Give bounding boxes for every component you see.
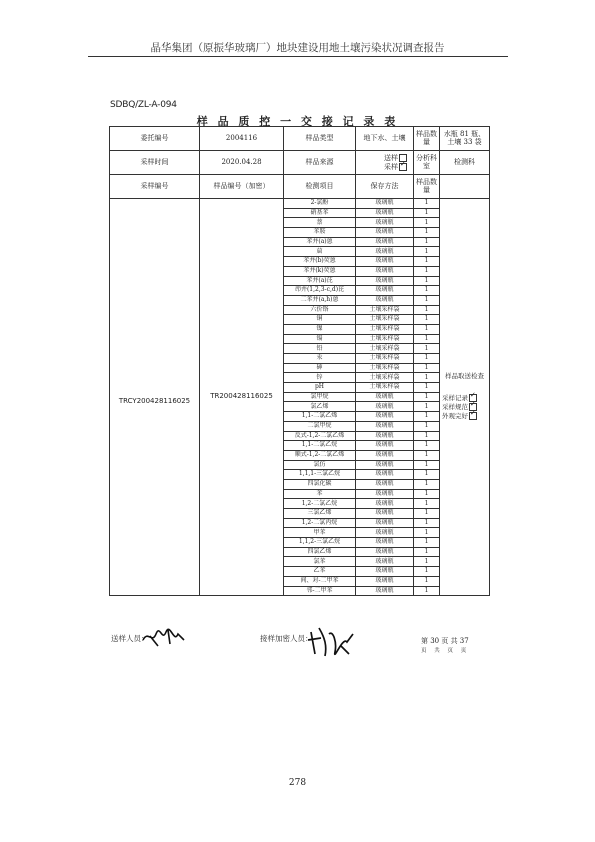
page-number: 278 xyxy=(288,778,307,788)
label-commission-no: 委托编号 xyxy=(110,127,200,151)
requirement-check-item xyxy=(442,403,487,411)
requirement-title: 样品取送检查 xyxy=(445,372,484,381)
col-sample-id: 样品编号（加密） xyxy=(200,175,284,199)
preservation-cell: 玻璃瓶 xyxy=(356,431,414,441)
preservation-cell: 玻璃瓶 xyxy=(356,228,414,238)
sample-qty-cell: 1 xyxy=(414,576,440,586)
sample-qty-cell: 1 xyxy=(414,450,440,460)
row-commission xyxy=(110,127,490,151)
preservation-cell: 玻璃瓶 xyxy=(356,218,414,228)
form-code: SDBQ/ZL-A-094 xyxy=(110,100,177,110)
preservation-cell: 玻璃瓶 xyxy=(356,392,414,402)
preservation-cell: 玻璃瓶 xyxy=(356,586,414,596)
preservation-cell: 玻璃瓶 xyxy=(356,528,414,538)
test-item-cell: 萘 xyxy=(284,218,356,228)
value-sample-type: 地下水、土壤 xyxy=(356,127,414,151)
preservation-cell: 玻璃瓶 xyxy=(356,567,414,577)
sample-qty-cell: 1 xyxy=(414,479,440,489)
sample-qty-cell: 1 xyxy=(414,421,440,431)
sample-qty-cell: 1 xyxy=(414,586,440,596)
sample-qty-cell: 1 xyxy=(414,499,440,509)
preservation-cell: 玻璃瓶 xyxy=(356,295,414,305)
test-item-cell: 四氯化碳 xyxy=(284,479,356,489)
test-item-cell: 镉 xyxy=(284,334,356,344)
label-analysis-dept: 分析科室 xyxy=(414,151,440,175)
sample-qty-cell: 1 xyxy=(414,509,440,519)
form-page-info xyxy=(421,636,469,655)
requirement-check-item xyxy=(442,412,487,420)
preservation-cell: 土壤采样袋 xyxy=(356,334,414,344)
label-sample-type: 样品类型 xyxy=(284,127,356,151)
requirement-check-label: 外观完好 xyxy=(442,412,468,420)
sample-qty-cell: 1 xyxy=(414,567,440,577)
test-item-cell: 苯并(a)蒽 xyxy=(284,237,356,247)
label-sampling-time: 采样时间 xyxy=(110,151,200,175)
sample-qty-cell: 1 xyxy=(414,470,440,480)
value-sampling-time: 2020.04.28 xyxy=(200,151,284,175)
preservation-cell: 玻璃瓶 xyxy=(356,208,414,218)
preservation-cell: 土壤采样袋 xyxy=(356,344,414,354)
test-item-cell: pH xyxy=(284,383,356,393)
preservation-cell: 玻璃瓶 xyxy=(356,460,414,470)
col-test-item: 检测项目 xyxy=(284,175,356,199)
test-item-cell: 1,2-二氯丙烷 xyxy=(284,518,356,528)
sample-qty-cell: 1 xyxy=(414,373,440,383)
sample-qty-cell: 1 xyxy=(414,218,440,228)
preservation-cell: 玻璃瓶 xyxy=(356,199,414,209)
test-item-cell: 顺式-1,2-二氯乙烯 xyxy=(284,450,356,460)
item-row xyxy=(110,199,490,209)
preservation-cell: 玻璃瓶 xyxy=(356,509,414,519)
page-header: 晶华集团（原振华玻璃厂）地块建设用地土壤污染状况调查报告 xyxy=(150,42,445,54)
preservation-cell: 玻璃瓶 xyxy=(356,276,414,286)
preservation-cell: 玻璃瓶 xyxy=(356,286,414,296)
test-item-cell: 四氯乙烯 xyxy=(284,547,356,557)
preservation-cell: 玻璃瓶 xyxy=(356,412,414,422)
sample-qty-cell: 1 xyxy=(414,276,440,286)
preservation-cell: 玻璃瓶 xyxy=(356,441,414,451)
test-item-cell: 2-氯酚 xyxy=(284,199,356,209)
sample-qty-cell: 1 xyxy=(414,237,440,247)
preservation-cell: 玻璃瓶 xyxy=(356,257,414,267)
col-sampling-id: 采样编号 xyxy=(110,175,200,199)
test-item-cell: 三氯乙烯 xyxy=(284,509,356,519)
sample-qty-cell: 1 xyxy=(414,334,440,344)
test-item-cell: 茚并(1,2,3-c,d)芘 xyxy=(284,286,356,296)
test-item-cell: 砷 xyxy=(284,363,356,373)
test-item-cell: 1,1-二氯乙烷 xyxy=(284,441,356,451)
test-item-cell: 间、对-二甲苯 xyxy=(284,576,356,586)
col-preservation: 保存方法 xyxy=(356,175,414,199)
preservation-cell: 玻璃瓶 xyxy=(356,547,414,557)
form-title: 样 品 质 控 一 交 接 记 录 表 xyxy=(196,115,399,128)
test-item-cell: 1,1,2-三氯乙烷 xyxy=(284,538,356,548)
test-item-cell: 䓛 xyxy=(284,247,356,257)
test-item-cell: 1,1-二氯乙烯 xyxy=(284,412,356,422)
sample-qty-cell: 1 xyxy=(414,344,440,354)
sample-qty-cell: 1 xyxy=(414,412,440,422)
sample-qty-cell: 1 xyxy=(414,538,440,548)
test-item-cell: 1,1,1-三氯乙烷 xyxy=(284,470,356,480)
preservation-cell: 玻璃瓶 xyxy=(356,247,414,257)
sample-qty-cell: 1 xyxy=(414,392,440,402)
preservation-cell: 土壤采样袋 xyxy=(356,324,414,334)
sample-qty-cell: 1 xyxy=(414,305,440,315)
preservation-cell: 土壤采样袋 xyxy=(356,373,414,383)
test-item-cell: 硝基苯 xyxy=(284,208,356,218)
header-rule xyxy=(88,56,508,57)
sampling-id-cell: TRCY200428116025 xyxy=(110,199,200,596)
value-sample-qty: 水瓶 81 瓶、土壤 33 袋 xyxy=(440,127,490,151)
preservation-cell: 玻璃瓶 xyxy=(356,576,414,586)
preservation-cell: 土壤采样袋 xyxy=(356,383,414,393)
test-item-cell: 锌 xyxy=(284,373,356,383)
preservation-cell: 玻璃瓶 xyxy=(356,470,414,480)
row-column-headers xyxy=(110,175,490,199)
test-item-cell: 苯并(a)芘 xyxy=(284,276,356,286)
test-item-cell: 苯 xyxy=(284,489,356,499)
receiver-label: 接样加密人员： xyxy=(260,634,313,643)
requirement-checkbox[interactable] xyxy=(469,412,477,420)
test-item-cell: 邻-二甲苯 xyxy=(284,586,356,596)
sender-label: 送样人员： xyxy=(111,634,149,643)
test-item-cell: 反式-1,2-二氯乙烯 xyxy=(284,431,356,441)
sender-signature xyxy=(140,626,188,648)
sample-qty-cell: 1 xyxy=(414,431,440,441)
preservation-cell: 玻璃瓶 xyxy=(356,237,414,247)
preservation-cell: 土壤采样袋 xyxy=(356,315,414,325)
test-item-cell: 铜 xyxy=(284,315,356,325)
sample-qty-cell: 1 xyxy=(414,295,440,305)
sample-qty-cell: 1 xyxy=(414,228,440,238)
label-sample-source: 样品来源 xyxy=(284,151,356,175)
test-item-cell: 六价铬 xyxy=(284,305,356,315)
preservation-cell: 土壤采样袋 xyxy=(356,354,414,364)
test-item-cell: 汞 xyxy=(284,354,356,364)
sample-qty-cell: 1 xyxy=(414,363,440,373)
test-item-cell: 甲苯 xyxy=(284,528,356,538)
requirement-cell xyxy=(440,199,490,596)
test-item-cell: 镍 xyxy=(284,324,356,334)
form-page-footnote: 页 共 页 页 xyxy=(421,647,470,654)
test-item-cell: 氯苯 xyxy=(284,557,356,567)
test-item-cell: 氯仿 xyxy=(284,460,356,470)
checkbox-sampled[interactable] xyxy=(399,163,407,171)
option-delivered-label: 送样 xyxy=(384,154,398,163)
requirement-check-item xyxy=(442,394,487,402)
preservation-cell: 玻璃瓶 xyxy=(356,266,414,276)
sample-qty-cell: 1 xyxy=(414,489,440,499)
test-item-cell: 苯并(k)荧蒽 xyxy=(284,266,356,276)
sample-qty-cell: 1 xyxy=(414,547,440,557)
test-item-cell: 二苯并(a,h)蒽 xyxy=(284,295,356,305)
sample-qty-cell: 1 xyxy=(414,315,440,325)
col-blank xyxy=(440,175,490,199)
sample-qty-cell: 1 xyxy=(414,518,440,528)
test-item-cell: 苯并(b)荧蒽 xyxy=(284,257,356,267)
sample-qty-cell: 1 xyxy=(414,557,440,567)
sample-qty-cell: 1 xyxy=(414,441,440,451)
preservation-cell: 玻璃瓶 xyxy=(356,402,414,412)
test-item-cell: 乙苯 xyxy=(284,567,356,577)
test-item-cell: 1,2-二氯乙烷 xyxy=(284,499,356,509)
preservation-cell: 玻璃瓶 xyxy=(356,518,414,528)
sample-qty-cell: 1 xyxy=(414,286,440,296)
sample-qty-cell: 1 xyxy=(414,402,440,412)
requirement-checklist xyxy=(442,394,487,420)
preservation-cell: 玻璃瓶 xyxy=(356,538,414,548)
sample-qty-cell: 1 xyxy=(414,208,440,218)
preservation-cell: 土壤采样袋 xyxy=(356,363,414,373)
preservation-cell: 玻璃瓶 xyxy=(356,421,414,431)
requirement-check-label: 采样记录 xyxy=(442,394,468,402)
col-sample-count: 样品数量 xyxy=(414,175,440,199)
sample-source-options xyxy=(356,151,414,175)
test-item-cell: 苯胺 xyxy=(284,228,356,238)
test-item-cell: 铅 xyxy=(284,344,356,354)
sample-qty-cell: 1 xyxy=(414,199,440,209)
sample-qty-cell: 1 xyxy=(414,257,440,267)
preservation-cell: 玻璃瓶 xyxy=(356,450,414,460)
value-analysis-dept: 检测科 xyxy=(440,151,490,175)
option-sampled-label: 采样 xyxy=(384,162,398,171)
preservation-cell: 土壤采样袋 xyxy=(356,305,414,315)
preservation-cell: 玻璃瓶 xyxy=(356,479,414,489)
sample-id-cell: TR200428116025 xyxy=(200,199,284,596)
sample-qty-cell: 1 xyxy=(414,266,440,276)
test-item-cell: 氯甲烷 xyxy=(284,392,356,402)
sample-qty-cell: 1 xyxy=(414,528,440,538)
preservation-cell: 玻璃瓶 xyxy=(356,499,414,509)
requirement-check-label: 采样规范 xyxy=(442,403,468,411)
sample-handover-table xyxy=(109,126,490,596)
test-item-cell: 二氯甲烷 xyxy=(284,421,356,431)
label-sample-qty: 样品数量 xyxy=(414,127,440,151)
sample-qty-cell: 1 xyxy=(414,247,440,257)
sample-qty-cell: 1 xyxy=(414,354,440,364)
preservation-cell: 玻璃瓶 xyxy=(356,489,414,499)
value-commission-no: 2004116 xyxy=(200,127,284,151)
sample-qty-cell: 1 xyxy=(414,383,440,393)
form-page-count: 第 30 页 共 37 xyxy=(421,637,469,645)
test-item-cell: 氯乙烯 xyxy=(284,402,356,412)
preservation-cell: 玻璃瓶 xyxy=(356,557,414,567)
sample-qty-cell: 1 xyxy=(414,324,440,334)
receiver-signature xyxy=(305,624,357,658)
sample-qty-cell: 1 xyxy=(414,460,440,470)
row-sampling-time xyxy=(110,151,490,175)
